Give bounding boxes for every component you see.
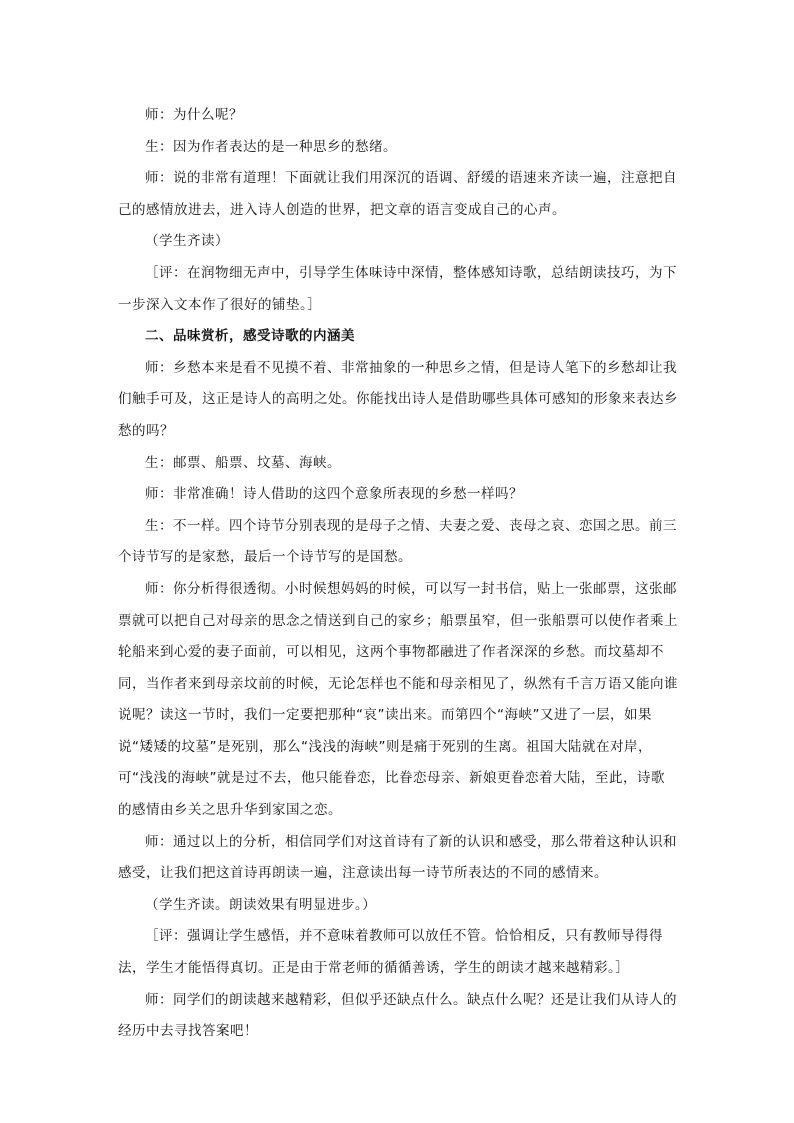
commentary-2: ［评：强调让学生感悟，并不意味着教师可以放任不管。恰恰相反，只有教师导得得法，学生才能悟得真切。正是由于常老师的循循善诱，学生的朗读才越来越精彩。］ bbox=[118, 928, 663, 977]
dialogue-teacher-missing: 师：同学们的朗读越来越精彩，但似乎还缺点什么。缺点什么呢？还是让我们从诗人的经历中去寻找答案吧！ bbox=[118, 991, 677, 1040]
stage-note-reading: （学生齐读） bbox=[145, 233, 229, 250]
section-heading: 二、品味赏析，感受诗歌的内涵美 bbox=[145, 328, 355, 345]
dialogue-student-answer: 生：因为作者表达的是一种思乡的愁绪。 bbox=[145, 138, 397, 155]
dialogue-teacher-read-aloud: 师：说的非常有道理！下面就让我们用深沉的语调、舒缓的语速来齐读一遍，注意把自己的感情放进去，进入诗人创造的世界，把文章的语言变成自己的心声。 bbox=[118, 170, 677, 218]
stage-note-progress: （学生齐读。朗读效果有明显进步。） bbox=[145, 896, 377, 913]
document-page bbox=[118, 100, 678, 1048]
dialogue-teacher-why: 师：为什么呢？ bbox=[145, 107, 243, 123]
dialogue-teacher-question-imagery: 师：乡愁本来是看不见摸不着、非常抽象的一种思乡之情，但是诗人笔下的乡愁却让我们触手可及，这正是诗人的高明之处。你能找出诗人是借助哪些具体可感知的形象来表达乡愁的吗？ bbox=[118, 359, 678, 439]
dialogue-teacher-same: 师：非常准确！诗人借助的这四个意象所表现的乡愁一样吗？ bbox=[145, 486, 523, 503]
dialogue-student-different: 生：不一样。四个诗节分别表现的是母子之情、夫妻之爱、丧母之哀、恋国之思。前三个诗节写的是家愁，最后一个诗节写的是国愁。 bbox=[118, 517, 677, 566]
dialogue-teacher-analysis: 师：你分析得很透彻。小时候想妈妈的时候，可以写一封书信，贴上一张邮票，这张邮票就可以把自己对母亲的思念之情送到自己的家乡；船票虽窄，但一张船票可以使作者乘上轮船来到心爱的妻子面前，可以相见，这两个事物都融进了作者深深的乡愁。而坟墓却不同，当作者来到母亲坟前的时候，无论怎样也不能和母亲相见了，纵然有千言万语又能向谁说呢？读这一节时，我们一定要把那种“哀”读出来。而第四个“海峡”又进了一层，如果说“矮矮的坟墓”是死别，那么“浅浅的海峡”则是痛于死别的生离。祖国大陆就在对岸，可“浅浅的海峡”就是过不去，他只能眷恋，比眷恋母亲、新娘更眷恋着大陆，至此，诗歌的感情由乡关之思升华到家国之恋。 bbox=[118, 580, 678, 819]
dialogue-student-imagery: 生：邮票、船票、坟墓、海峡。 bbox=[145, 454, 341, 471]
commentary-1: ［评：在润物细无声中，引导学生体味诗中深情，整体感知诗歌，总结朗读技巧，为下一步深入文本作了很好的铺垫。］ bbox=[118, 264, 677, 313]
dialogue-teacher-reread: 师：通过以上的分析，相信同学们对这首诗有了新的认识和感受，那么带着这种认识和感受，让我们把这首诗再朗读一遍，注意读出每一诗节所表达的不同的感情来。 bbox=[118, 833, 677, 882]
